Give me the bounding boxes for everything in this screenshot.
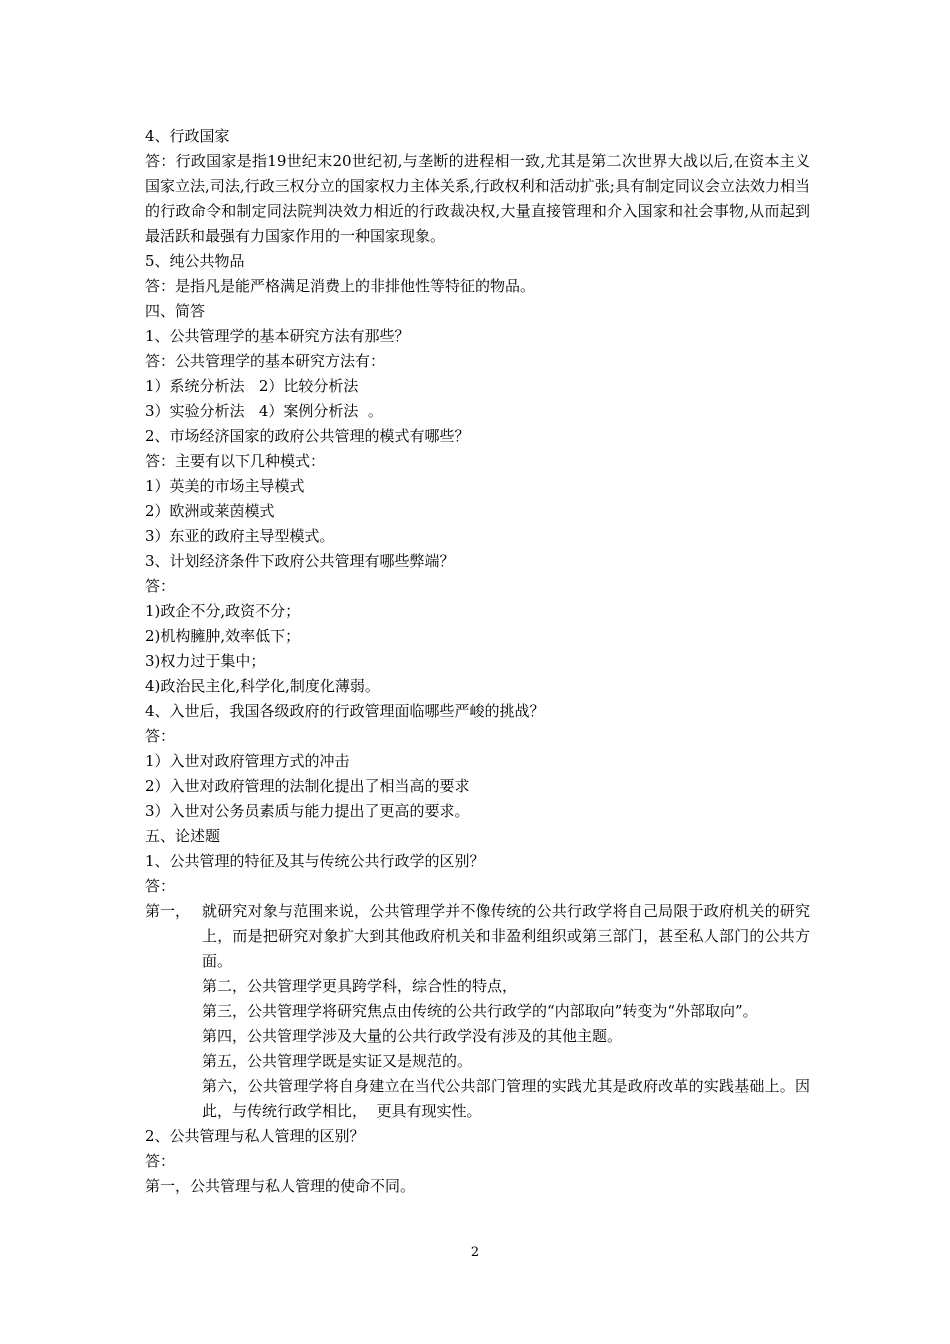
answer-line: 答： bbox=[145, 577, 176, 595]
first-point-label: 第一， bbox=[145, 902, 191, 920]
question-line: 2、市场经济国家的政府公共管理的模式有哪些？ bbox=[145, 427, 470, 445]
first-point-text: 就研究对象与范围来说，公共管理学并不像传统的公共行政学将自己局限于政府机关的研究上，而是把研究对象扩大到其他政府机关和非盈利组织或第三部门，甚至私人部门的公共方面。 bbox=[202, 902, 810, 970]
answer-line: 答： bbox=[145, 877, 176, 895]
list-item: 2)机构臃肿,效率低下； bbox=[145, 627, 301, 645]
list-item: 2）入世对政府管理的法制化提出了相当高的要求 bbox=[145, 777, 470, 795]
list-item: 4)政治民主化,科学化,制度化薄弱。 bbox=[145, 677, 380, 695]
indented-point: 第四，公共管理学涉及大量的公共行政学没有涉及的其他主题。 bbox=[202, 1027, 623, 1045]
question-line: 1、公共管理学的基本研究方法有那些？ bbox=[145, 327, 410, 345]
answer-line: 答：公共管理学的基本研究方法有： bbox=[145, 352, 386, 370]
question-line: 3、计划经济条件下政府公共管理有哪些弊端？ bbox=[145, 552, 455, 570]
question-line: 1、公共管理的特征及其与传统公共行政学的区别？ bbox=[145, 852, 485, 870]
indented-point: 第三，公共管理学将研究焦点由传统的公共行政学的“内部取向”转变为“外部取向”。 bbox=[202, 1002, 758, 1020]
document-body bbox=[145, 124, 810, 1199]
list-item: 3）入世对公务员素质与能力提出了更高的要求。 bbox=[145, 802, 470, 820]
list-item: 3）东亚的政府主导型模式。 bbox=[145, 527, 335, 545]
section-heading: 4、行政国家 bbox=[145, 127, 230, 145]
list-item: 3)权力过于集中； bbox=[145, 652, 266, 670]
list-item: 1）英美的市场主导模式 bbox=[145, 477, 305, 495]
page-number: 2 bbox=[470, 1245, 480, 1260]
question-line: 4、入世后，我国各级政府的行政管理面临哪些严峻的挑战？ bbox=[145, 702, 545, 720]
chapter-heading: 五、论述题 bbox=[145, 827, 221, 845]
indented-point: 第五，公共管理学既是实证又是规范的。 bbox=[202, 1052, 473, 1070]
answer-line: 答：是指凡是能严格满足消费上的非排他性等特征的物品。 bbox=[145, 277, 536, 295]
list-item: 3）实验分析法 4）案例分析法 。 bbox=[145, 402, 383, 420]
list-item: 2）欧洲或莱茵模式 bbox=[145, 502, 275, 520]
list-item: 1）系统分析法 2）比较分析法 bbox=[145, 377, 359, 395]
chapter-heading: 四、简答 bbox=[145, 302, 206, 320]
answer-line: 答： bbox=[145, 1152, 176, 1170]
list-item: 1）入世对政府管理方式的冲击 bbox=[145, 752, 350, 770]
indented-point: 第二，公共管理学更具跨学科，综合性的特点， bbox=[202, 977, 518, 995]
list-item: 1)政企不分,政资不分； bbox=[145, 602, 301, 620]
question-line: 2、公共管理与私人管理的区别？ bbox=[145, 1127, 365, 1145]
section-heading: 5、纯公共物品 bbox=[145, 252, 245, 270]
first-point bbox=[145, 899, 810, 974]
indented-point: 第六，公共管理学将自身建立在当代公共部门管理的实践尤其是政府改革的实践基础上。因此，与传统行政学相比， 更具有现实性。 bbox=[202, 1077, 810, 1120]
answer-line: 第一，公共管理与私人管理的使命不同。 bbox=[145, 1177, 416, 1195]
answer-line: 答：主要有以下几种模式： bbox=[145, 452, 326, 470]
answer-paragraph: 答：行政国家是指19世纪末20世纪初,与垄断的进程相一致,尤其是第二次世界大战以后,在资本主义国家立法,司法,行政三权分立的国家权力主体关系,行政权利和活动扩张;具有制定同议会立法效力相当的行政命令和制定同法院判决效力相近的行政裁决权,大量直接管理和介入国家和社会事物,从而起到最活跃和最强有力国家作用的一种国家现象。 bbox=[145, 152, 810, 245]
answer-line: 答： bbox=[145, 727, 176, 745]
